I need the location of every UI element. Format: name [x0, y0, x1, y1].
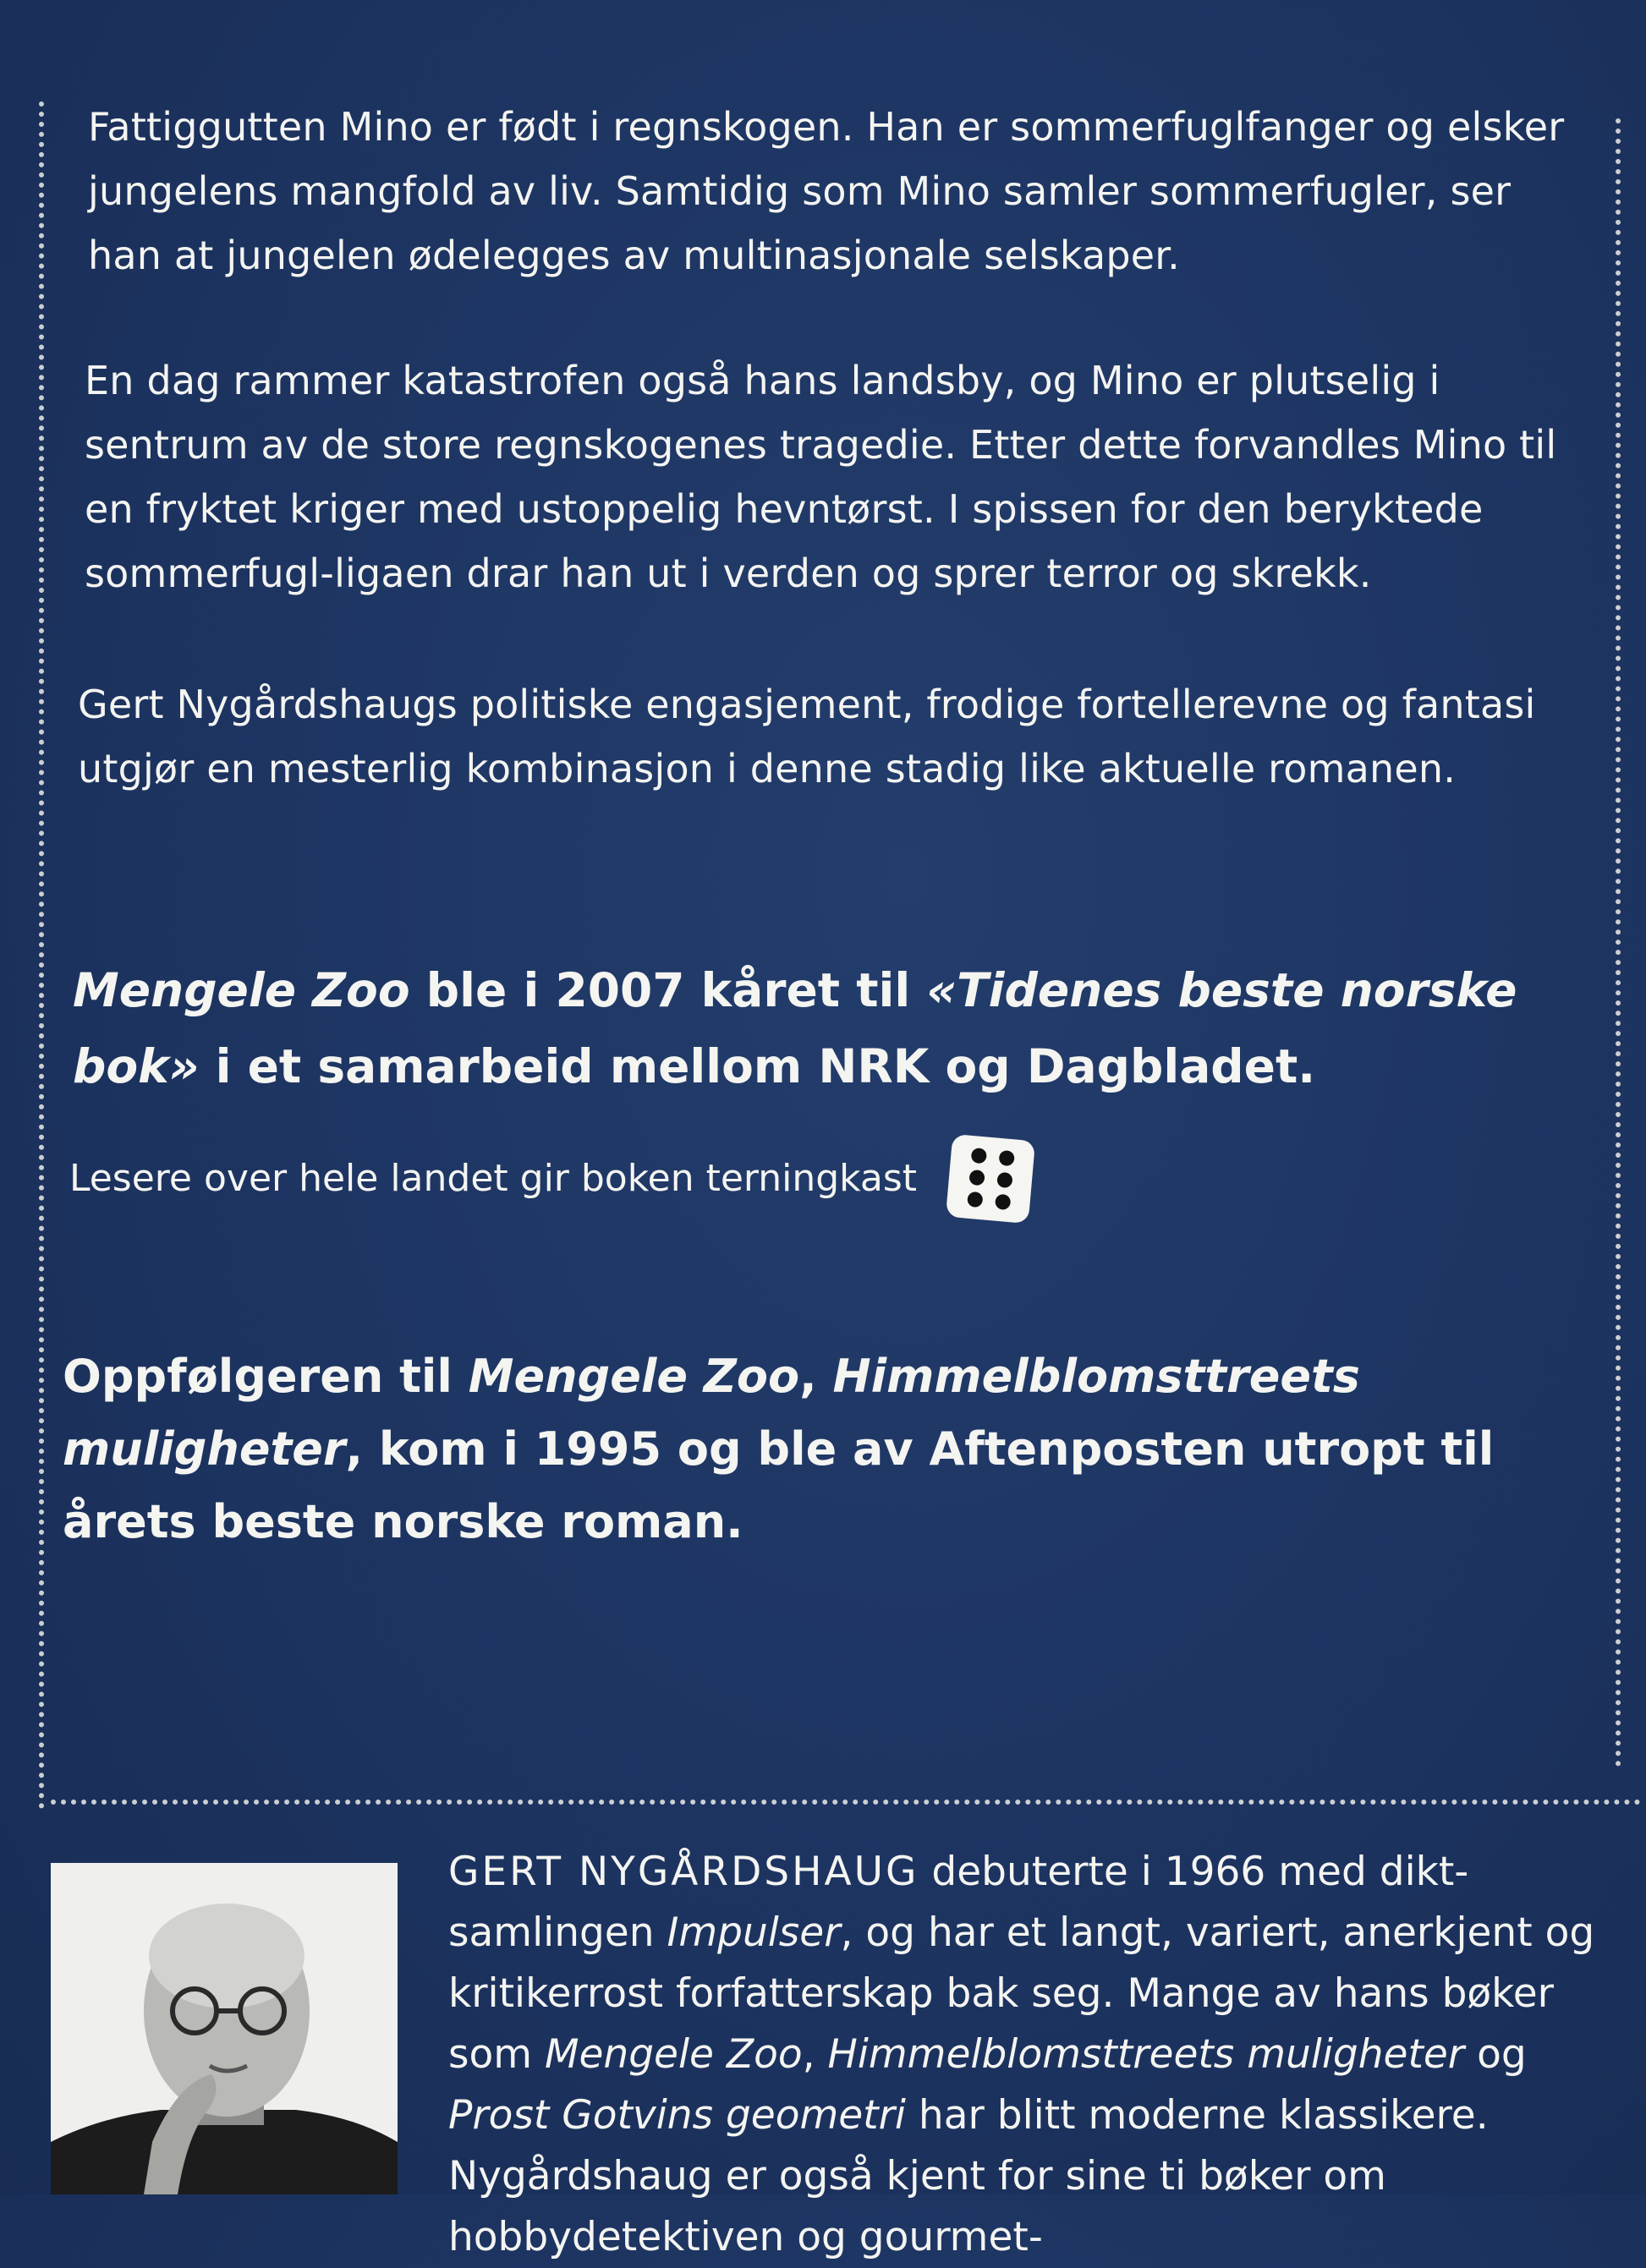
author-bio — [448, 1842, 1632, 2268]
award-statement — [73, 952, 1621, 1104]
blurb-paragraph-3 — [78, 672, 1592, 801]
dice-pip — [994, 1194, 1011, 1211]
blurb-p2-text: En dag rammer katastrofen også hans landsby, og Mino er plutselig i sentrum av de store regnskogenes tragedie. Etter dette forvandles Mino til en fryktet kriger med ustoppelig hevntørst. I spissen for den beryktede sommerfugl-ligaen drar han ut i verden og sprer terror og skrekk. — [85, 358, 1557, 596]
author-name: GERT NYGÅRDSHAUG — [448, 1849, 919, 1895]
blurb-p1-text: Fattiggutten Mino er født i regnskogen. Han er sommerfuglfanger og elsker jungelens mangfold av liv. Samtidig som Mino samler sommerfugler, ser han at jungelen ødelegges av multinasjonale selskaper. — [88, 104, 1565, 278]
dice-pip — [968, 1170, 985, 1186]
dice-pip — [970, 1148, 987, 1164]
author-book-1: Impulser — [667, 1909, 841, 1956]
author-bio-text-1: debuterte i 1966 med dikt-samlingen — [448, 1849, 1469, 1956]
author-bio-text-3: , — [802, 2031, 828, 2078]
sequel-text-2: , kom i 1995 og ble av Aftenposten utropt til årets beste norske roman. — [63, 1422, 1495, 1548]
award-quote: «Tidenes beste norske bok» — [73, 963, 1517, 1093]
sequel-sep: , — [799, 1350, 833, 1403]
sequel-title-2: Himmelblomsttreets muligheter — [63, 1350, 1360, 1476]
dice-pip — [998, 1150, 1015, 1167]
author-bio-text-4: og — [1464, 2031, 1527, 2078]
award-book-title: Mengele Zoo — [73, 963, 410, 1017]
author-portrait — [51, 1863, 398, 2194]
dice-six-icon — [946, 1134, 1035, 1224]
dice-rating-label: Lesere over hele landet gir boken terningkast — [69, 1157, 917, 1200]
right-dotted-border — [1616, 118, 1621, 1767]
sequel-text-1: Oppfølgeren til — [63, 1350, 469, 1403]
award-text-1: ble i 2007 kåret til — [409, 963, 927, 1017]
dice-pip — [996, 1172, 1013, 1189]
blurb-paragraph-1 — [88, 95, 1594, 288]
section-dotted-divider — [51, 1800, 1641, 1805]
author-photo-graphic — [51, 1863, 398, 2194]
award-text-2: i et samarbeid mellom NRK og Dagbladet. — [199, 1039, 1316, 1093]
author-book-3: Himmelblomsttreets muligheter — [827, 2031, 1465, 2078]
blurb-p3-text: Gert Nygårdshaugs politiske engasjement, frodige fortellerevne og fantasi utgjør en mesterlig kombinasjon i denne stadig like aktuelle romanen. — [78, 682, 1536, 792]
left-dotted-border — [39, 101, 44, 1810]
author-book-2: Mengele Zoo — [544, 2031, 803, 2078]
author-bio-text-5: har blitt moderne klassikere. Nygårdshaug er også kjent for sine ti bøker om hobbydetektiven og gourmet- — [448, 2092, 1489, 2260]
dice-pip — [967, 1192, 984, 1208]
author-book-4: Prost Gotvins geometri — [448, 2092, 906, 2139]
blurb-paragraph-2 — [85, 348, 1599, 605]
author-bio-text-2: , og har et langt, variert, anerkjent og kritikerrost forfatterskap bak seg. Mange av hans bøker som — [448, 1909, 1595, 2078]
sequel-title-1: Mengele Zoo — [468, 1350, 800, 1403]
sequel-statement — [63, 1340, 1610, 1559]
dice-rating-row — [69, 1137, 1032, 1220]
